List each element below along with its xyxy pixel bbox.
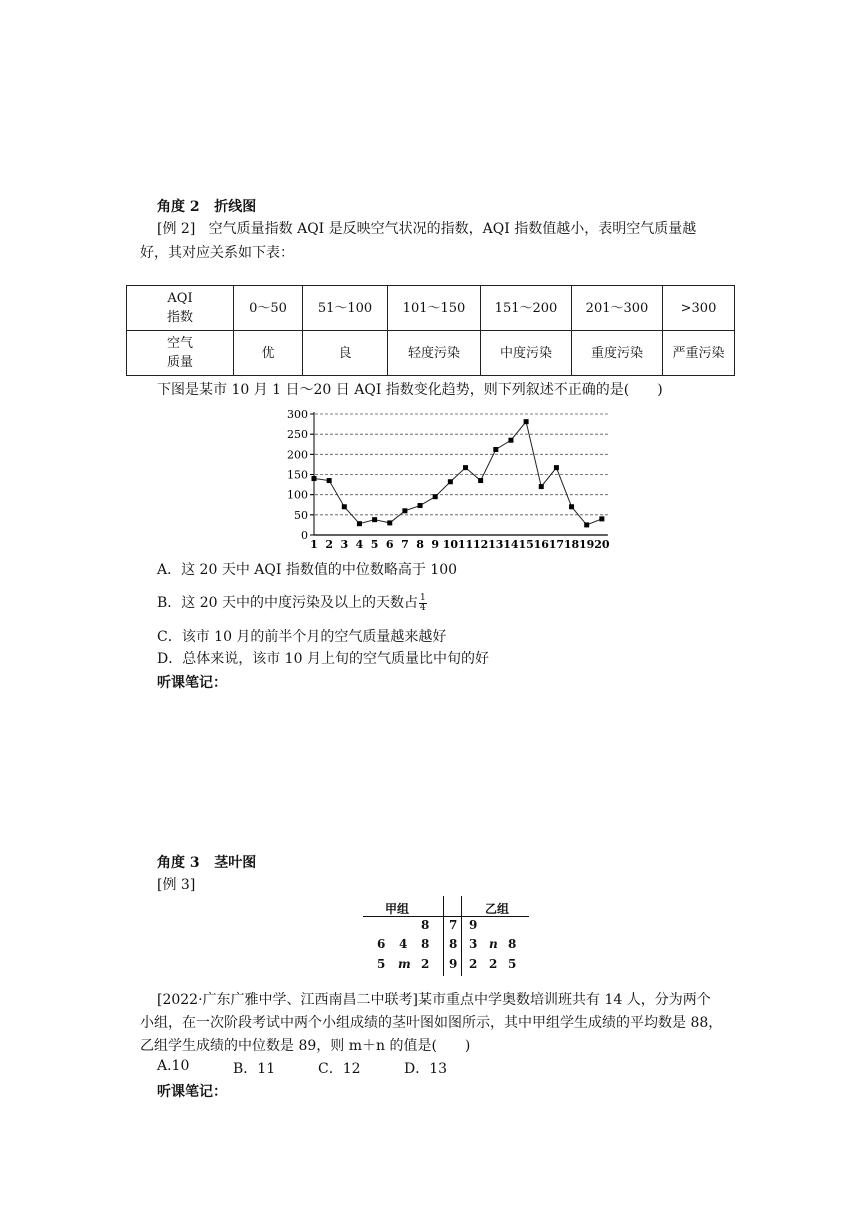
table-header-cell: 空气 质量: [127, 331, 234, 376]
problem-line2: 小组，在一次阶段考试中两个小组成绩的茎叶图如图所示，其中甲组学生成绩的平均数是 88，: [140, 1015, 723, 1031]
data-point: [569, 504, 574, 509]
aqi-line-chart: [278, 404, 613, 554]
fraction: $\frac{1}{4}$: [420, 592, 426, 613]
table-row: [127, 331, 735, 376]
heading-title: 茎叶图: [214, 855, 257, 871]
x-tick-label: 9: [431, 538, 440, 551]
y-tick-label: 50: [294, 508, 308, 522]
table-cell: 101～150: [388, 286, 481, 331]
data-point: [478, 478, 483, 483]
stem-divider-right: [461, 896, 462, 976]
stem-value: 9: [449, 957, 458, 971]
x-tick-label: 1: [310, 538, 318, 551]
example-intro-line1: [例 2] 空气质量指数 AQI 是反映空气状况的指数，AQI 指数值越小，表明空气质量越: [157, 221, 697, 237]
data-point: [402, 508, 407, 513]
data-point: [493, 447, 498, 452]
x-tick-label: 12: [472, 538, 489, 551]
x-tick-label: 18: [563, 538, 580, 551]
data-point: [508, 438, 513, 443]
y-tick-label: 300: [287, 408, 308, 421]
leaf: 8: [421, 918, 430, 932]
leaf: 8: [421, 937, 430, 951]
option-b: B．这 20 天中的中度污染及以上的天数占 $\frac{1}{4}$: [157, 592, 426, 613]
stem-value: 8: [449, 937, 458, 951]
leaf: 2: [469, 957, 478, 971]
leaf: 2: [421, 957, 430, 971]
x-tick-label: 19: [579, 538, 595, 551]
header-divider: [363, 916, 529, 917]
option-d: D．总体来说，该市 10 月上旬的空气质量比中旬的好: [157, 651, 489, 667]
x-tick-label: 16: [533, 538, 549, 551]
example-tag: [例 2]: [157, 221, 196, 237]
table-cell: 201～300: [572, 286, 663, 331]
table-cell: 51～100: [303, 286, 388, 331]
option-a: A．这 20 天中 AQI 指数值的中位数略高于 100: [157, 562, 458, 578]
notes-label: 听课笔记：: [157, 675, 227, 691]
table-cell: 良: [303, 331, 388, 376]
data-point: [312, 476, 317, 481]
x-tick-label: 20: [594, 538, 610, 551]
stem-value: 7: [449, 918, 458, 932]
table-row: [127, 286, 735, 331]
x-tick-label: 17: [548, 538, 565, 551]
data-point: [448, 479, 453, 484]
data-point: [357, 521, 362, 526]
table-cell: 严重污染: [663, 331, 735, 376]
example-tag: [例 3]: [157, 877, 196, 893]
leaf: 6: [377, 937, 386, 951]
data-point: [584, 522, 589, 527]
table-cell: >300: [663, 286, 735, 331]
option-c: C．12: [318, 1061, 361, 1077]
y-tick-label: 200: [287, 448, 308, 462]
data-point: [539, 484, 544, 489]
x-tick-label: 4: [355, 538, 364, 551]
data-point: [433, 494, 438, 499]
left-group-header: 甲组: [385, 902, 410, 916]
problem-line3: 乙组学生成绩的中位数是 89，则 m＋n 的值是( ): [140, 1038, 471, 1054]
y-tick-label: 250: [287, 428, 308, 442]
x-tick-label: 5: [370, 538, 379, 551]
question-text: 下图是某市 10 月 1 日～20 日 AQI 指数变化趋势，则下列叙述不正确的是( ): [157, 382, 663, 398]
leaf: 5: [508, 957, 517, 971]
data-point: [463, 465, 468, 470]
x-tick-label: 13: [488, 538, 504, 551]
data-point: [554, 465, 559, 470]
data-point: [418, 503, 423, 508]
example-intro-line2: 好，其对应关系如下表：: [140, 245, 294, 261]
data-point: [387, 520, 392, 525]
data-point: [342, 504, 347, 509]
notes-label: 听课笔记：: [157, 1084, 227, 1100]
y-tick-label: 100: [287, 488, 308, 502]
x-tick-label: 8: [416, 538, 424, 551]
table-cell: 重度污染: [572, 331, 663, 376]
stem-leaf-plot: [363, 896, 531, 976]
x-tick-label: 2: [325, 538, 333, 551]
x-tick-label: 14: [503, 538, 519, 551]
table-cell: 轻度污染: [388, 331, 481, 376]
leaf: 4: [399, 937, 408, 951]
x-tick-label: 6: [385, 538, 394, 551]
y-tick-label: 0: [301, 529, 308, 542]
leaf: 9: [469, 918, 478, 932]
series-line: [314, 422, 602, 525]
option-b: B．11: [233, 1061, 276, 1077]
x-tick-label: 7: [401, 538, 409, 551]
problem-line1: [2022·广东广雅中学、江西南昌二中联考]某市重点中学奥数培训班共有 14 人，分为两个: [157, 992, 711, 1008]
leaf: 2: [489, 957, 498, 971]
leaf: 5: [377, 957, 386, 971]
data-point: [372, 517, 377, 522]
table-cell: 优: [234, 331, 303, 376]
data-point: [524, 419, 529, 424]
table-cell: 151～200: [481, 286, 572, 331]
heading-number: 角度 3: [157, 855, 200, 871]
x-tick-label: 10: [442, 538, 459, 551]
option-a: A.10: [157, 1058, 190, 1074]
x-tick-label: 11: [457, 538, 474, 551]
heading-title: 折线图: [214, 199, 257, 215]
leaf: 3: [469, 937, 478, 951]
table-header-cell: AQI 指数: [127, 286, 234, 331]
leaf-variable: n: [489, 937, 498, 951]
option-c: C．该市 10 月的前半个月的空气质量越来越好: [157, 629, 447, 645]
table-cell: 中度污染: [481, 331, 572, 376]
y-tick-label: 150: [287, 468, 308, 482]
data-point: [599, 516, 604, 521]
data-point: [327, 478, 332, 483]
option-d: D．13: [404, 1061, 448, 1077]
stem-divider-left: [443, 896, 444, 976]
table-cell: 0～50: [234, 286, 303, 331]
x-tick-label: 15: [518, 538, 534, 551]
leaf-variable: m: [398, 957, 411, 971]
section-heading-2: [157, 196, 256, 216]
right-group-header: 乙组: [485, 902, 510, 916]
x-tick-label: 3: [340, 538, 349, 551]
section-heading-3: [157, 852, 256, 872]
aqi-table: [126, 285, 735, 376]
heading-number: 角度 2: [157, 199, 200, 215]
leaf: 8: [508, 937, 517, 951]
